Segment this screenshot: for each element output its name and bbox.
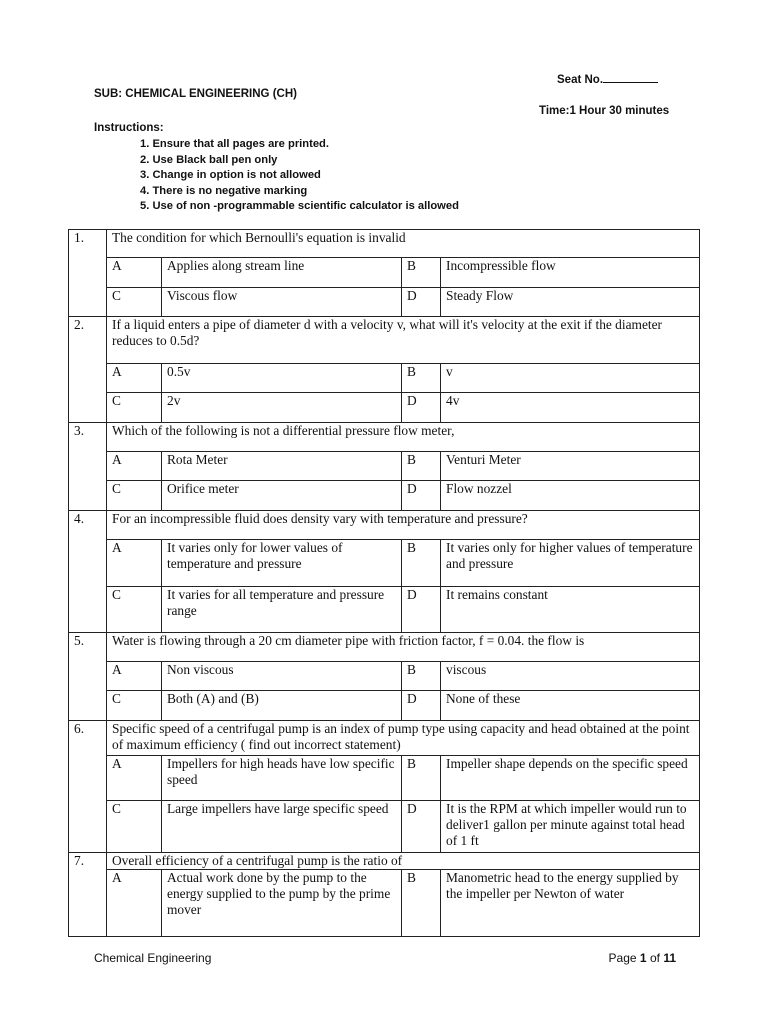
page-current: 1 bbox=[639, 951, 647, 965]
question-row bbox=[69, 853, 700, 870]
option-text: It varies only for higher values of temperature and pressure bbox=[441, 540, 700, 587]
option-row bbox=[69, 393, 700, 423]
option-label: C bbox=[107, 587, 162, 633]
option-row bbox=[69, 801, 700, 853]
question-text: Specific speed of a centrifugal pump is an index of pump type using capacity and head obtained at the point of maximum efficiency ( find out incorrect statement) bbox=[107, 721, 700, 756]
option-label: B bbox=[402, 452, 441, 481]
option-label: C bbox=[107, 691, 162, 721]
instructions-title: Instructions: bbox=[94, 122, 164, 134]
question-number: 6. bbox=[69, 721, 107, 853]
option-label: A bbox=[107, 258, 162, 288]
option-label: B bbox=[402, 258, 441, 288]
question-row bbox=[69, 511, 700, 540]
question-number: 7. bbox=[69, 853, 107, 937]
option-text: viscous bbox=[441, 662, 700, 691]
option-label: A bbox=[107, 870, 162, 937]
option-label: B bbox=[402, 540, 441, 587]
option-label: D bbox=[402, 691, 441, 721]
instruction-item: 2. Use Black ball pen only bbox=[140, 153, 278, 166]
option-text: Manometric head to the energy supplied by the impeller per Newton of water bbox=[441, 870, 700, 937]
question-text: Water is flowing through a 20 cm diameter pipe with friction factor, f = 0.04. the flow is bbox=[107, 633, 700, 662]
option-text: It varies only for lower values of temperature and pressure bbox=[162, 540, 402, 587]
option-label: B bbox=[402, 364, 441, 393]
question-row bbox=[69, 633, 700, 662]
option-text: v bbox=[441, 364, 700, 393]
seat-number-label: Seat No. bbox=[557, 74, 604, 86]
option-row bbox=[69, 452, 700, 481]
subject-title: SUB: CHEMICAL ENGINEERING (CH) bbox=[94, 88, 297, 100]
option-text: It is the RPM at which impeller would run to deliver1 gallon per minute against total head of 1 ft bbox=[441, 801, 700, 853]
option-label: C bbox=[107, 801, 162, 853]
instruction-item: 4. There is no negative marking bbox=[140, 184, 308, 197]
option-label: B bbox=[402, 756, 441, 801]
question-row bbox=[69, 230, 700, 258]
option-label: B bbox=[402, 662, 441, 691]
option-label: D bbox=[402, 587, 441, 633]
question-text: If a liquid enters a pipe of diameter d with a velocity v, what will it's velocity at the exit if the diameter reduces to 0.5d? bbox=[107, 317, 700, 364]
page-word: Page bbox=[608, 951, 637, 965]
option-text: Viscous flow bbox=[162, 288, 402, 317]
question-number: 1. bbox=[69, 230, 107, 317]
option-label: A bbox=[107, 540, 162, 587]
option-text: It remains constant bbox=[441, 587, 700, 633]
option-text: Impellers for high heads have low specific speed bbox=[162, 756, 402, 801]
question-text: Which of the following is not a differential pressure flow meter, bbox=[107, 423, 700, 452]
option-text: 2v bbox=[162, 393, 402, 423]
question-row bbox=[69, 423, 700, 452]
option-label: D bbox=[402, 481, 441, 511]
instruction-item: 5. Use of non -programmable scientific calculator is allowed bbox=[140, 200, 459, 212]
option-label: A bbox=[107, 756, 162, 801]
option-text: Non viscous bbox=[162, 662, 402, 691]
option-label: A bbox=[107, 452, 162, 481]
option-text: Steady Flow bbox=[441, 288, 700, 317]
question-text: For an incompressible fluid does density vary with temperature and pressure? bbox=[107, 511, 700, 540]
option-text: It varies for all temperature and pressure range bbox=[162, 587, 402, 633]
option-row bbox=[69, 870, 700, 937]
option-row bbox=[69, 481, 700, 511]
seat-number-blank bbox=[603, 71, 658, 83]
question-row bbox=[69, 317, 700, 364]
page-indicator bbox=[609, 951, 676, 965]
option-row bbox=[69, 662, 700, 691]
option-text: 4v bbox=[441, 393, 700, 423]
question-text: Overall efficiency of a centrifugal pump is the ratio of bbox=[107, 853, 700, 870]
option-text: 0.5v bbox=[162, 364, 402, 393]
option-text: Orifice meter bbox=[162, 481, 402, 511]
option-row bbox=[69, 540, 700, 587]
option-row bbox=[69, 587, 700, 633]
footer-subject: Chemical Engineering bbox=[94, 951, 212, 965]
option-text: None of these bbox=[441, 691, 700, 721]
option-row bbox=[69, 364, 700, 393]
option-label: D bbox=[402, 801, 441, 853]
option-label: C bbox=[107, 393, 162, 423]
question-number: 4. bbox=[69, 511, 107, 633]
option-label: D bbox=[402, 288, 441, 317]
option-row bbox=[69, 288, 700, 317]
questions-table bbox=[68, 229, 700, 937]
option-text: Large impellers have large specific speed bbox=[162, 801, 402, 853]
option-label: A bbox=[107, 364, 162, 393]
question-number: 3. bbox=[69, 423, 107, 511]
option-text: Impeller shape depends on the specific speed bbox=[441, 756, 700, 801]
option-text: Rota Meter bbox=[162, 452, 402, 481]
instruction-item: 1. Ensure that all pages are printed. bbox=[140, 138, 330, 150]
option-label: B bbox=[402, 870, 441, 937]
option-text: Venturi Meter bbox=[441, 452, 700, 481]
option-row bbox=[69, 691, 700, 721]
option-text: Actual work done by the pump to the energy supplied to the pump by the prime mover bbox=[162, 870, 402, 937]
instruction-item: 3. Change in option is not allowed bbox=[140, 169, 321, 181]
option-text: Both (A) and (B) bbox=[162, 691, 402, 721]
page-total: 11 bbox=[663, 951, 676, 965]
option-text: Flow nozzel bbox=[441, 481, 700, 511]
question-text: The condition for which Bernoulli's equation is invalid bbox=[107, 230, 700, 258]
option-label: A bbox=[107, 662, 162, 691]
option-text: Incompressible flow bbox=[441, 258, 700, 288]
question-number: 5. bbox=[69, 633, 107, 721]
seat-number-field bbox=[557, 71, 658, 86]
option-label: D bbox=[402, 393, 441, 423]
option-label: C bbox=[107, 481, 162, 511]
instructions-list bbox=[140, 137, 459, 215]
page-of: of bbox=[649, 951, 660, 965]
question-row bbox=[69, 721, 700, 756]
option-text: Applies along stream line bbox=[162, 258, 402, 288]
option-label: C bbox=[107, 288, 162, 317]
option-row bbox=[69, 756, 700, 801]
question-number: 2. bbox=[69, 317, 107, 423]
exam-time: Time:1 Hour 30 minutes bbox=[539, 105, 670, 117]
option-row bbox=[69, 258, 700, 288]
